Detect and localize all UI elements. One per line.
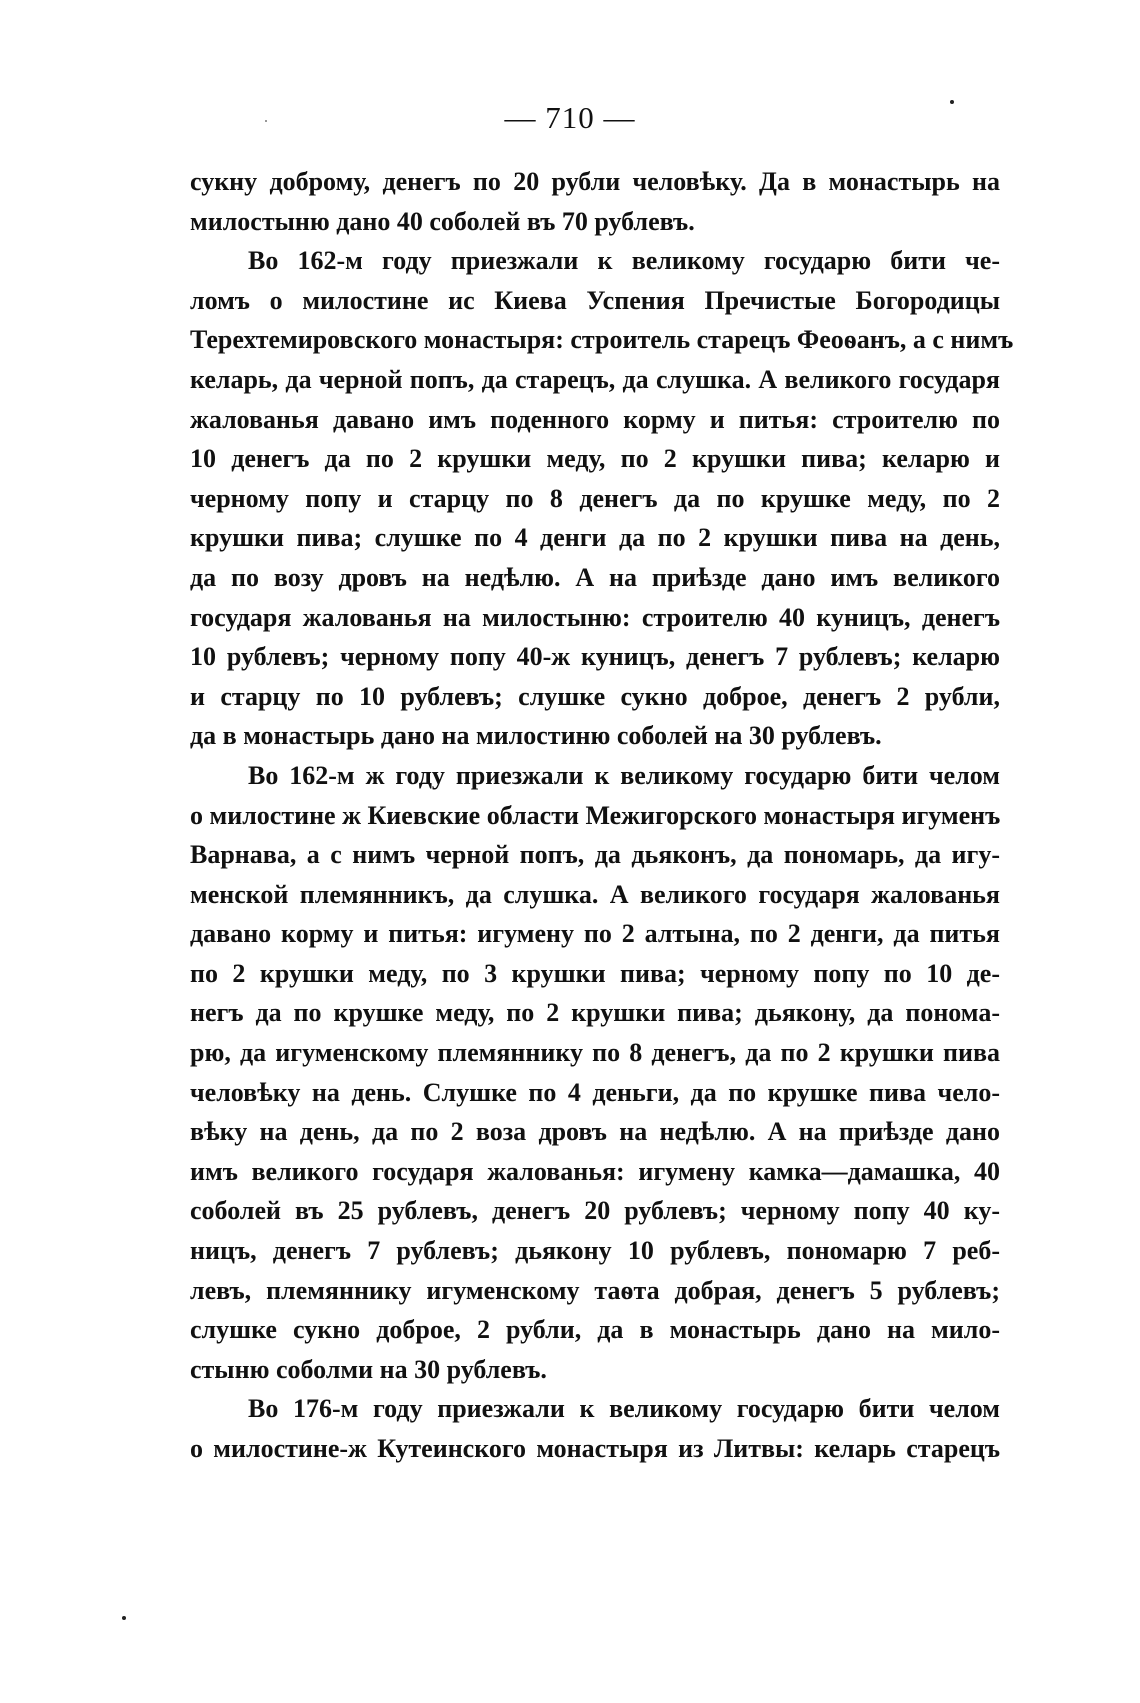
text-line: да в монастырь дано на милостиню соболей на 30 рублевъ. [190,721,882,751]
scan-speck [950,100,954,104]
text-line: Во 162-м году приезжали к великому государю бити че- [248,246,1000,276]
text-line: негъ да по крушке меду, по 2 крушки пива; дьякону, да понома- [190,998,1000,1028]
text-line: давано корму и питья: игумену по 2 алтына, по 2 денги, да питья [190,919,1000,949]
text-line: да по возу дровъ на недѣлю. А на приѣзде дано имъ великого [190,562,1000,592]
text-line: слушке сукно доброе, 2 рубли, да в монастырь дано на мило- [190,1315,1000,1345]
scan-speck [122,1616,126,1620]
text-line: стыню соболми на 30 рублевъ. [190,1354,547,1384]
text-line: соболей въ 25 рублевъ, денегъ 20 рублевъ; черному попу 40 ку- [190,1196,1000,1226]
text-line: крушки пива; слушке по 4 денги да по 2 крушки пива на день, [190,523,1000,553]
text-line: Терехтемировского монастыря: строитель старецъ Феоѳанъ, а с нимъ [190,325,1014,355]
text-body [190,162,1014,1469]
paragraph [190,1389,1000,1468]
text-line: жалованья давано имъ поденного корму и питья: строителю по [190,404,1000,434]
text-line: сукну доброму, денегъ по 20 рубли человѣку. Да в монастырь на [190,167,1000,196]
text-line: левъ, племяннику игуменскому таѳта добрая, денегъ 5 рублевъ; [190,1275,1000,1305]
text-line: ломъ о милостине ис Киева Успения Пречистые Богородицы [190,285,1000,315]
text-line: по 2 крушки меду, по 3 крушки пива; черному попу по 10 де- [190,958,1000,988]
text-line: государя жалованья на милостыню: строителю 40 куницъ, денегъ [190,602,1000,632]
text-line: о милостине ж Киевские области Межигорского монастыря игуменъ [190,800,1001,830]
text-line: менской племянникъ, да слушка. А великого государя жалованья [190,879,1000,909]
page-number: — 710 — [504,100,636,135]
text-line: человѣку на день. Слушке по 4 деньги, да по крушке пива чело- [190,1077,1000,1107]
text-line: Во 176-м году приезжали к великому государю бити челом [248,1394,1000,1424]
text-line: Во 162-м ж году приезжали к великому государю бити челом [248,760,1000,790]
paragraph [190,241,1014,756]
scan-speck [265,120,267,122]
text-line: 10 денегъ да по 2 крушки меду, по 2 крушки пива; келарю и [190,444,1000,474]
text-line: милостыню дано 40 соболей въ 70 рублевъ. [190,206,695,236]
text-line: черному попу и старцу по 8 денегъ да по крушке меду, по 2 [190,483,1000,513]
text-line: келарь, да черной попъ, да старецъ, да слушка. А великого государя [190,364,1000,394]
text-line: ницъ, денегъ 7 рублевъ; дьякону 10 рублевъ, пономарю 7 реб- [190,1236,1000,1266]
text-line: Варнава, а с нимъ черной попъ, да дьяконъ, да пономарь, да игу- [190,840,1000,870]
paragraph [190,756,1000,1390]
text-line: рю, да игуменскому племяннику по 8 денегъ, да по 2 крушки пива [190,1038,1000,1068]
text-line: имъ великого государя жалованья: игумену камка—дамашка, 40 [190,1156,1000,1186]
text-line: 10 рублевъ; черному попу 40-ж куницъ, денегъ 7 рублевъ; келарю [190,642,1000,672]
paragraph [190,162,1000,241]
text-line: вѣку на день, да по 2 воза дровъ на недѣлю. А на приѣзде дано [190,1117,1000,1147]
text-line: о милостине-ж Кутеинского монастыря из Литвы: келарь старецъ [190,1434,1000,1463]
text-line: и старцу по 10 рублевъ; слушке сукно доброе, денегъ 2 рубли, [190,681,1000,711]
